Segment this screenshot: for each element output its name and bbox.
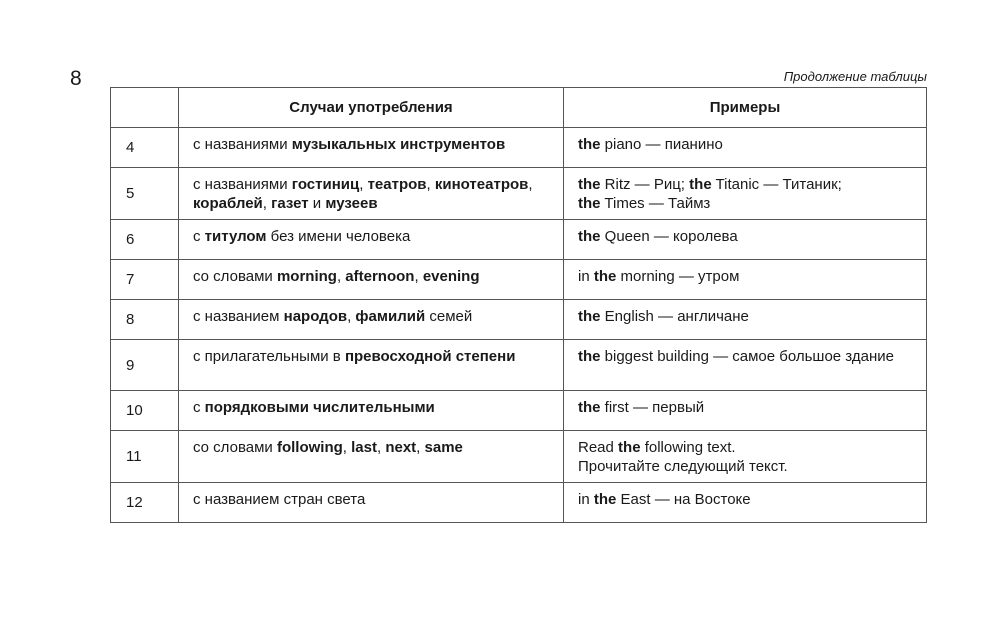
row-number: 10 <box>111 391 179 431</box>
text: piano — пианино <box>600 136 723 153</box>
bold-text: evening <box>422 268 480 285</box>
table-row <box>111 260 927 300</box>
text: morning — утром <box>616 268 740 285</box>
example-line <box>578 490 916 509</box>
text: со словами <box>193 439 277 456</box>
bold-text: the <box>578 399 601 416</box>
bold-text: гостиниц <box>291 176 360 193</box>
text: Ritz — Риц; <box>600 176 690 193</box>
text: семей <box>425 308 473 325</box>
text: Прочитайте следующий текст. <box>578 458 788 475</box>
text: Times — Таймз <box>600 195 711 212</box>
header-usage: Случаи употребления <box>179 88 564 128</box>
text: biggest building — самое большое здание <box>600 348 894 365</box>
examples-cell <box>564 340 927 391</box>
usage-cell <box>179 220 564 260</box>
examples-cell <box>564 260 927 300</box>
text: с <box>193 228 205 245</box>
usage-cell <box>179 168 564 220</box>
text: с названиями <box>193 176 292 193</box>
bold-text: the <box>578 136 601 153</box>
bold-text: театров <box>367 176 427 193</box>
text: following text. <box>640 439 736 456</box>
bold-text: the <box>618 439 641 456</box>
table-row <box>111 483 927 523</box>
bold-text: газет <box>271 195 309 212</box>
example-line <box>578 135 916 154</box>
table-header-row <box>111 88 927 128</box>
text: first — первый <box>600 399 705 416</box>
usage-cell <box>179 431 564 483</box>
text: , <box>336 268 346 285</box>
example-line <box>578 347 916 366</box>
text: East — на Востоке <box>616 491 751 508</box>
bold-text: the <box>578 348 601 365</box>
text: Titanic — Титаник; <box>711 176 842 193</box>
table-row <box>111 300 927 340</box>
bold-text: музыкальных инструментов <box>291 136 506 153</box>
usage-cell <box>179 340 564 391</box>
usage-cell <box>179 260 564 300</box>
bold-text: кинотеатров <box>434 176 529 193</box>
text: с названием стран света <box>193 491 366 508</box>
examples-cell <box>564 300 927 340</box>
bold-text: last <box>351 439 377 456</box>
bold-text: following <box>276 439 343 456</box>
text: Queen — королева <box>600 228 738 245</box>
bold-text: same <box>424 439 463 456</box>
text: с прилагательными в <box>193 348 345 365</box>
table-row <box>111 391 927 431</box>
bold-text: превосходной степени <box>344 348 516 365</box>
example-line <box>578 227 916 246</box>
bold-text: afternoon <box>345 268 415 285</box>
bold-text: next <box>385 439 417 456</box>
text: Read <box>578 439 619 456</box>
example-line <box>578 398 916 417</box>
bold-text: фамилий <box>355 308 426 325</box>
bold-text: the <box>689 176 712 193</box>
text: , <box>376 439 386 456</box>
table-row <box>111 431 927 483</box>
row-number: 6 <box>111 220 179 260</box>
row-number: 11 <box>111 431 179 483</box>
usage-cell <box>179 128 564 168</box>
usage-cell <box>179 300 564 340</box>
example-line <box>578 457 916 476</box>
bold-text: morning <box>276 268 337 285</box>
bold-text: порядковыми числительными <box>204 399 435 416</box>
examples-cell <box>564 431 927 483</box>
example-line <box>578 194 916 213</box>
example-line <box>578 438 916 457</box>
table-body <box>111 128 927 523</box>
row-number: 5 <box>111 168 179 220</box>
table-row <box>111 168 927 220</box>
text: с названием <box>193 308 284 325</box>
example-line <box>578 307 916 326</box>
bold-text: музеев <box>325 195 378 212</box>
examples-cell <box>564 128 927 168</box>
row-number: 9 <box>111 340 179 391</box>
text: , <box>342 439 352 456</box>
table-row <box>111 220 927 260</box>
header-examples: Примеры <box>564 88 927 128</box>
row-number: 12 <box>111 483 179 523</box>
bold-text: the <box>593 491 617 508</box>
text: , <box>414 268 423 285</box>
example-line <box>578 267 916 286</box>
text: без имени человека <box>266 228 411 245</box>
page-number: 8 <box>70 67 82 90</box>
example-line <box>578 175 916 194</box>
text: со словами <box>193 268 277 285</box>
bold-text: the <box>578 195 601 212</box>
table-continued-label: Продолжение таблицы <box>783 69 927 84</box>
row-number: 7 <box>111 260 179 300</box>
text: с <box>193 399 205 416</box>
table-row <box>111 128 927 168</box>
text: , <box>347 308 356 325</box>
row-number: 4 <box>111 128 179 168</box>
text: , <box>262 195 272 212</box>
bold-text: the <box>593 268 617 285</box>
usage-cell <box>179 391 564 431</box>
examples-cell <box>564 391 927 431</box>
text: in <box>578 268 594 285</box>
header-number <box>111 88 179 128</box>
bold-text: the <box>578 308 601 325</box>
text: , <box>359 176 368 193</box>
text: , <box>416 439 425 456</box>
bold-text: the <box>578 228 601 245</box>
text: , <box>426 176 435 193</box>
text: in <box>578 491 594 508</box>
bold-text: кораблей <box>193 195 263 212</box>
bold-text: народов <box>283 308 348 325</box>
text: English — англичане <box>600 308 749 325</box>
examples-cell <box>564 483 927 523</box>
text: , <box>528 176 533 193</box>
bold-text: титулом <box>204 228 267 245</box>
row-number: 8 <box>111 300 179 340</box>
text: и <box>308 195 326 212</box>
table-row <box>111 340 927 391</box>
bold-text: the <box>578 176 601 193</box>
examples-cell <box>564 220 927 260</box>
article-usage-table <box>110 87 927 523</box>
text: с названиями <box>193 136 292 153</box>
usage-cell <box>179 483 564 523</box>
examples-cell <box>564 168 927 220</box>
